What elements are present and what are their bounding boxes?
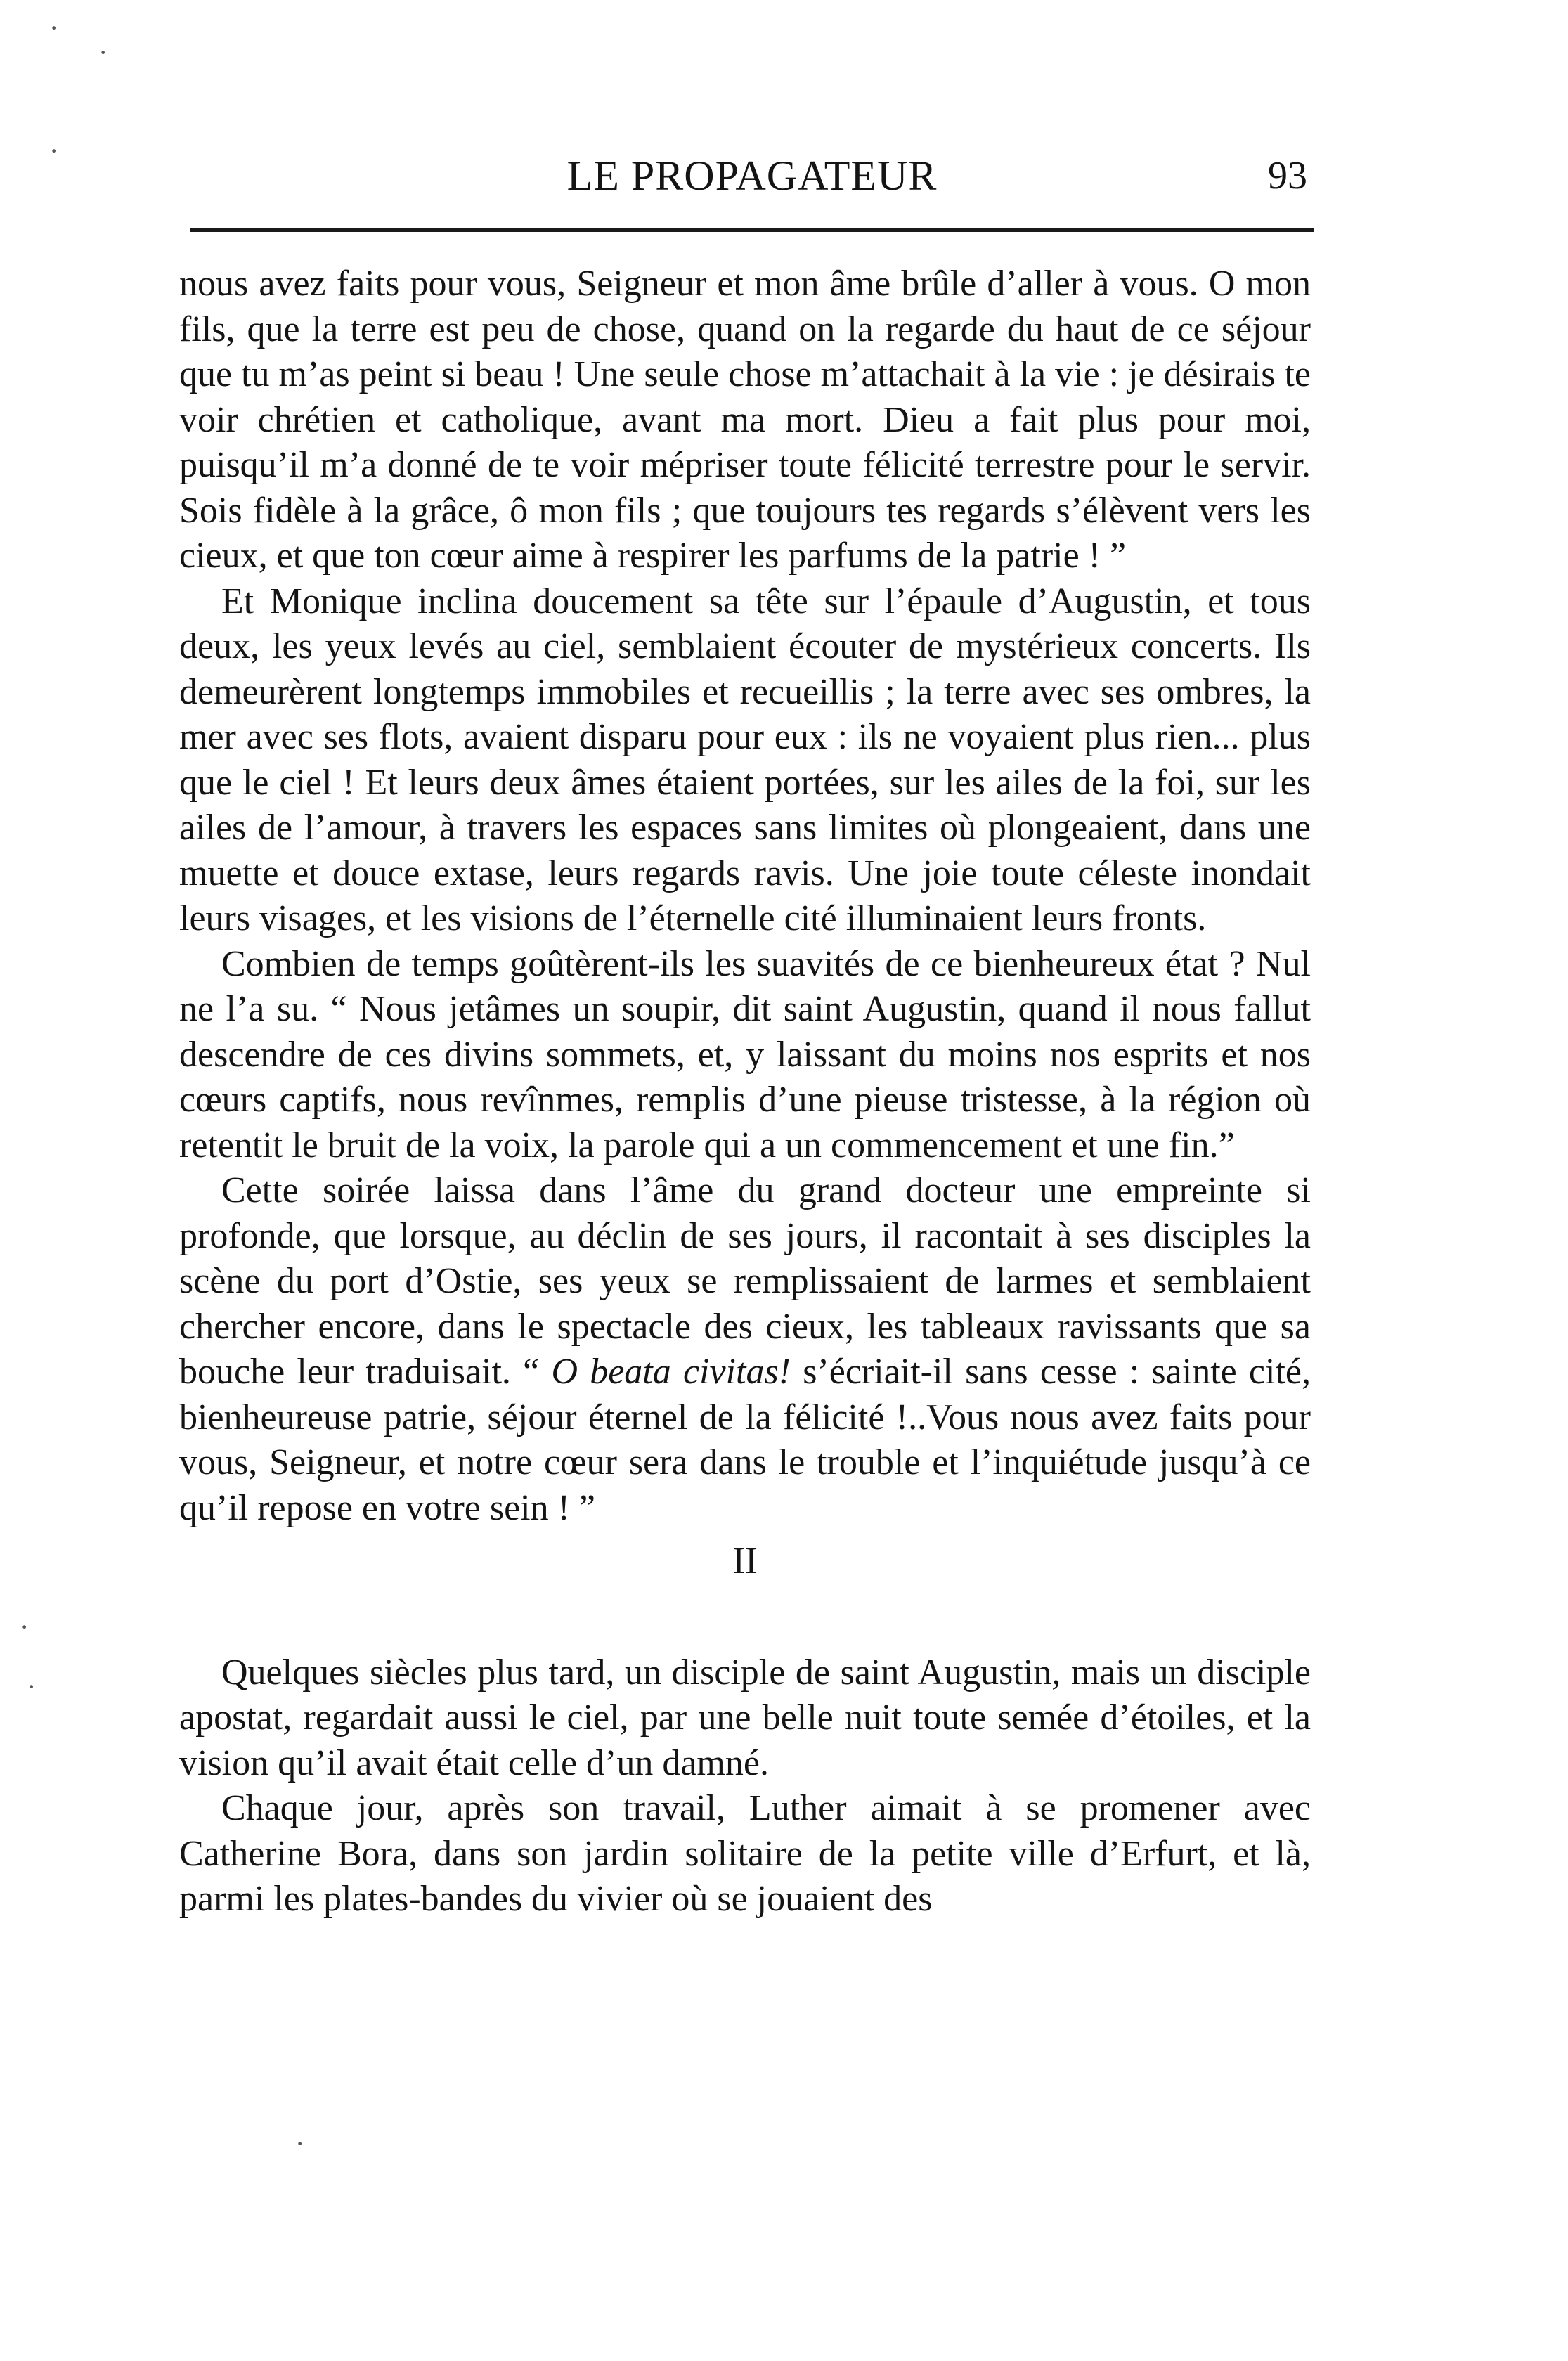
margin-speck: · <box>49 12 59 44</box>
paragraph-cette-soiree-end: s’écriait-il sans cesse : sainte cité, bienheureuse patrie, séjour éternel de la félicité !..Vous nous avez faits pour vous, Seigneur, et notre cœur sera dans le trouble et l’inquiétude jusqu’à ce qu’il repose en votre sein ! ” <box>179 1352 1311 1528</box>
paragraph-combien: Combien de temps goûtèrent-ils les suavités de ce bienheureux état ? Nul ne l’a su. “ Nous jetâmes un soupir, dit saint Augustin, quand il nous fallut descendre de ces divins sommets, et, y laissant du moins nos esprits et nos cœurs captifs, nous revînmes, remplis d’une pieuse tristesse, à la région où retentit le bruit de la voix, la parole qui a un commencement et une fin.” <box>179 943 1311 1165</box>
paragraph-quelques-siecles: Quelques siècles plus tard, un disciple de saint Augustin, mais un disciple apostat, regardait aussi le ciel, par une belle nuit toute semée d’étoiles, et la vision qu’il avait était celle d’un damné. <box>179 1652 1311 1783</box>
page-header <box>190 144 1314 207</box>
latin-quote: O beata civitas! <box>551 1352 791 1392</box>
margin-speck: · <box>98 37 108 68</box>
margin-speck: · <box>295 2128 305 2159</box>
margin-speck: · <box>20 1611 30 1643</box>
body-text <box>179 261 1311 1922</box>
margin-speck: · <box>49 135 59 167</box>
paragraph-cette-soiree <box>179 1168 1311 1531</box>
header-rule <box>190 228 1314 232</box>
section-heading: II <box>732 1539 758 1581</box>
running-title: LE PROPAGATEUR <box>566 153 938 199</box>
paragraph-chaque-jour: Chaque jour, après son travail, Luther aimait à se promener avec Catherine Bora, dans son jardin solitaire de la petite ville d’Erfurt, et là, parmi les plates-bandes du vivier où se jouaient des <box>179 1788 1311 1919</box>
paragraph-continuation: nous avez faits pour vous, Seigneur et mon âme brûle d’aller à vous. O mon fils, que la terre est peu de chose, quand on la regarde du haut de ce séjour que tu m’as peint si beau ! Une seule chose m’attachait à la vie : je désirais te voir chrétien et catholique, avant ma mort. Dieu a fait plus pour moi, puisqu’il m’a donné de te voir mépriser toute félicité terrestre pour le servir. Sois fidèle à la grâce, ô mon fils ; que toujours tes regards s’élèvent vers les cieux, et que ton cœur aime à respirer les parfums de la patrie ! ” <box>179 264 1311 576</box>
paragraph-cette-soiree-start: Cette soirée laissa dans l’âme du grand docteur une empreinte si profonde, que lorsque, au déclin de ses jours, il racontait à ses disciples la scène du port d’Ostie, ses yeux se remplissaient de larmes et semblaient chercher encore, dans le spectacle des cieux, les tableaux ravissants que sa bouche leur traduisait. “ <box>179 1170 1311 1392</box>
margin-speck: · <box>27 1671 37 1702</box>
paragraph-monique: Et Monique inclina doucement sa tête sur l’épaule d’Augustin, et tous deux, les yeux levés au ciel, semblaient écouter de mystérieux concerts. Ils demeurèrent longtemps immobiles et recueillis ; la terre avec ses ombres, la mer avec ses flots, avaient disparu pour eux : ils ne voyaient plus rien... plus que le ciel ! Et leurs deux âmes étaient portées, sur les ailes de la foi, sur les ailes de l’amour, à travers les espaces sans limites où plongeaient, dans une muette et douce extase, leurs regards ravis. Une joie toute céleste inondait leurs visages, et les visions de l’éternelle cité illuminaient leurs fronts. <box>179 581 1311 938</box>
page-number: 93 <box>1268 154 1307 198</box>
